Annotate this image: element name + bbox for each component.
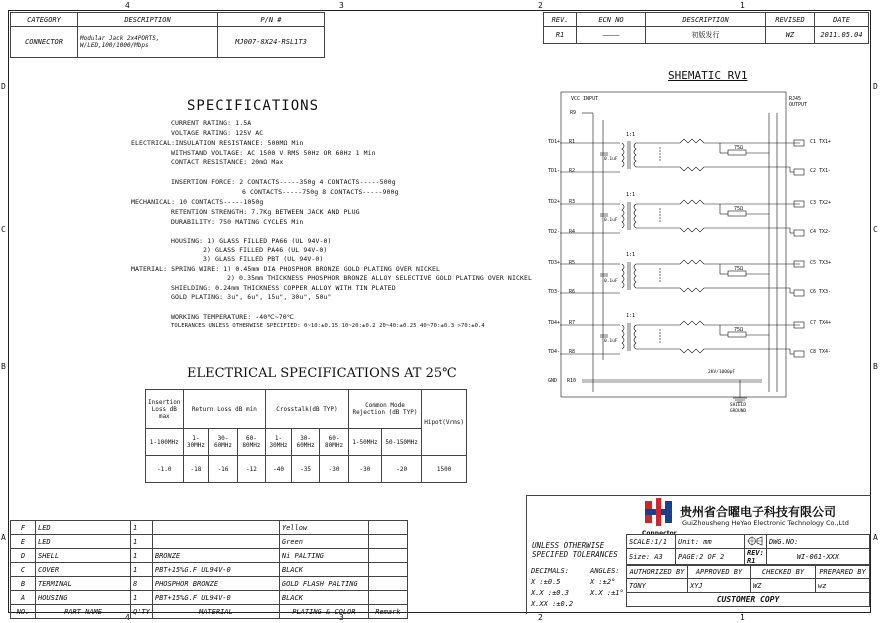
desc-label: DESCRIPTION <box>78 13 218 27</box>
bom-d-mat: BRONZE <box>152 549 279 563</box>
title-grid <box>626 534 870 566</box>
revision-table <box>543 12 869 44</box>
sch-rl-2: R3 <box>569 199 576 205</box>
revised-v: WZ <box>766 27 815 44</box>
sch-cap-3: 0.1uF <box>604 279 618 284</box>
elec-sub-4: 1-30MHz <box>266 429 292 456</box>
sch-r9: R9 <box>570 110 577 116</box>
spec-line-3: WITHSTAND VOLTAGE: AC 1500 V RMS 50Hz OR 60Hz 1 Min <box>171 149 376 157</box>
ruler-right-c: C <box>873 225 878 234</box>
sch-res-2: 75Ω <box>734 206 744 212</box>
spec-line-10: HOUSING: 1) GLASS FILLED PA66 (UL 94V-0) <box>171 237 332 245</box>
elec-val-8: -20 <box>382 456 422 483</box>
bom-h-part: PART NAME <box>36 605 131 619</box>
h-prep: PREPARED BY <box>816 565 870 579</box>
bom-c-mat: PBT+15%G.F UL94V-0 <box>152 563 279 577</box>
sch-left-0: TD1+ <box>548 139 561 145</box>
elec-val-4: -40 <box>266 456 292 483</box>
sch-right-6: C7 TX4+ <box>810 320 832 326</box>
bom-h-plating: PLATING & COLOR <box>279 605 368 619</box>
bom-table <box>10 520 408 619</box>
ruler-right-b: B <box>873 362 878 371</box>
sch-ratio-1: 1:1 <box>626 132 636 138</box>
sch-cap-1: 0.1uF <box>604 157 618 162</box>
sch-rj45: RJ45 OUTPUT <box>789 96 808 108</box>
bom-f-remark <box>368 521 407 535</box>
sch-left-5: TD3- <box>548 289 561 295</box>
spec-line-13: MATERIAL: SPRING WIRE: 1) 0.45mm DIA PHOSPHOR BRONZE GOLD PLATING OVER NICKEL <box>131 265 441 273</box>
desc-v: 初版发行 <box>646 27 766 44</box>
elec-val-3: -12 <box>237 456 265 483</box>
signoff-table <box>626 564 870 607</box>
ruler-top-1: 1 <box>740 1 745 10</box>
spec-line-5: INSERTION FORCE: 2 CONTACTS-----350g 4 CONTACTS-----500g <box>171 178 396 186</box>
company-logo <box>642 498 677 537</box>
spec-line-9: DURABILITY: 750 MATING CYCLES Min <box>171 218 304 226</box>
elec-sub-2: 30- 60MHz <box>209 429 237 456</box>
pn-label: P/N # <box>218 13 325 27</box>
bom-a-part: HOUSING <box>36 591 131 605</box>
sch-right-1: C2 TX1- <box>810 168 832 174</box>
spec-line-0: CURRENT RATING: 1.5A <box>171 119 252 127</box>
spec-line-11: 2) GLASS FILLED PA46 (UL 94V-0) <box>203 246 328 254</box>
tb-scale: SCALE:1/1 <box>627 535 676 549</box>
spec-line-6: 6 CONTACTS-----750g 8 CONTACTS-----900g <box>242 188 399 196</box>
tb-page: PAGE:2 OF 2 <box>676 549 745 566</box>
spec-line-1: VOLTAGE RATING: 125V AC <box>171 129 264 137</box>
elec-val-2: -16 <box>209 456 237 483</box>
sch-left-4: TD3+ <box>548 260 561 266</box>
sch-right-7: C8 TX4- <box>810 349 832 355</box>
ruler-left-c: C <box>1 225 6 234</box>
sch-left-3: TD2- <box>548 229 561 235</box>
sch-rl-1: R2 <box>569 168 576 174</box>
elec-sub-3: 60- 80MHz <box>237 429 265 456</box>
sch-ratio-3: 1:1 <box>626 252 636 258</box>
sch-hv: 2KV/1000pF <box>708 370 736 375</box>
sch-res-4: 75Ω <box>734 327 744 333</box>
revised-h: REVISED <box>766 13 815 27</box>
bom-d-part: SHELL <box>36 549 131 563</box>
spec-line-12: 3) GLASS FILLED PBT (UL 94V-0) <box>203 255 324 263</box>
elec-sub-5: 30- 60MHz <box>291 429 319 456</box>
bom-c-plating: BLACK <box>279 563 368 577</box>
rev-v: R1 <box>544 27 577 44</box>
elec-sub-8: 50-150MHz <box>382 429 422 456</box>
sch-left-7: TD4- <box>548 349 561 355</box>
elec-sub-1: 1-30MHz <box>183 429 209 456</box>
sch-shield: SHIELD GROUND <box>729 403 747 414</box>
ecn-h: ECN NO <box>577 13 646 27</box>
elec-val-6: -30 <box>320 456 348 483</box>
elec-h-cross: Crosstalk(dB TYP) <box>266 390 349 429</box>
sch-left-2: TD2+ <box>548 199 561 205</box>
spec-line-15: SHIELDING: 0.24mm THICKNESS COPPER ALLOY WITH TIN PLATED <box>171 284 396 292</box>
bom-c-remark <box>368 563 407 577</box>
bom-f-qty: 1 <box>131 521 153 535</box>
sch-rl-6: R7 <box>569 320 576 326</box>
bom-f-plating: Yellow <box>279 521 368 535</box>
h-chk: CHECKED BY <box>751 565 816 579</box>
spec-line-18: TOLERANCES UNLESS OTHERWISE SPECIFIED: 0~10:±0.15 10~20:±0.2 20~40:±0.25 40~70:±0.3 >70:±0.4 <box>171 323 485 329</box>
tb-a2: X.X :±1° <box>590 589 624 597</box>
elec-sub-7: 1-50MHz <box>348 429 381 456</box>
sch-ratio-2: 1:1 <box>626 192 636 198</box>
bom-d-no: D <box>11 549 36 563</box>
bom-a-remark <box>368 591 407 605</box>
tb-decimals: DECIMALS: <box>531 567 569 575</box>
bom-e-part: LED <box>36 535 131 549</box>
bom-h-no: NO. <box>11 605 36 619</box>
tb-dwg: WI-061-XXX <box>766 549 869 566</box>
sch-rl-3: R4 <box>569 229 576 235</box>
ruler-left-d: D <box>1 82 6 91</box>
bom-f-mat <box>152 521 279 535</box>
spec-line-14: 2) 0.35mm THICKNESS PHOSPHOR BRONZE ALLOY SELECTIVE GOLD PLATING OVER NICKEL <box>227 274 533 282</box>
bom-e-qty: 1 <box>131 535 153 549</box>
bom-b-qty: 8 <box>131 577 153 591</box>
bom-d-qty: 1 <box>131 549 153 563</box>
sch-rl-4: R5 <box>569 260 576 266</box>
elec-h-cm: Common Mode Rejection (dB TYP) <box>348 390 421 429</box>
elec-h-ins: Insertion Loss dB max <box>146 390 184 429</box>
cat-label: CATEGORY <box>11 13 78 27</box>
ruler-right-a: A <box>873 533 878 542</box>
sch-cap-4: 0.1uF <box>604 339 618 344</box>
ruler-right-d: D <box>873 82 878 91</box>
bom-h-mat: MATERIAL <box>152 605 279 619</box>
bom-c-qty: 1 <box>131 563 153 577</box>
desc-h: DESCRIPTION <box>646 13 766 27</box>
ruler-left-b: B <box>1 362 6 371</box>
schematic-title: SHEMATIC RV1 <box>668 69 748 82</box>
spec-line-7: MECHANICAL: 10 CONTACTS-----1050g <box>131 198 264 206</box>
projection-icon <box>745 535 767 549</box>
bom-a-plating: BLACK <box>279 591 368 605</box>
sch-left-1: TD1- <box>548 168 561 174</box>
spec-line-17: WORKING TEMPERATURE: -40℃~70℃ <box>171 313 295 321</box>
sch-right-3: C4 TX2- <box>810 229 832 235</box>
date-h: DATE <box>815 13 869 27</box>
v-appr: XYJ <box>688 579 751 593</box>
tb-d1: X :±0.5 <box>531 578 561 586</box>
rev-h: REV. <box>544 13 577 27</box>
company-cn: 贵州省合曜电子科技有限公司 <box>680 505 837 519</box>
sch-cap-2: 0.1uF <box>604 218 618 223</box>
bom-f-part: LED <box>36 521 131 535</box>
sch-right-2: C3 TX2+ <box>810 200 832 206</box>
desc-value: Modular Jack 2x4PORTS, W/LED,100/1000/Mbps <box>78 27 218 58</box>
logo-text: Connector <box>642 530 677 537</box>
bom-a-qty: 1 <box>131 591 153 605</box>
elec-val-9: 1500 <box>422 456 467 483</box>
sch-res-1: 75Ω <box>734 145 744 151</box>
tb-rev: REV: R1 <box>745 549 767 566</box>
bom-b-no: B <box>11 577 36 591</box>
sch-rl-5: R6 <box>569 289 576 295</box>
bom-b-plating: GOLD FLASH PALTING <box>279 577 368 591</box>
tb-d3: X.XX :±0.2 <box>531 600 574 608</box>
v-auth: TONY <box>627 579 688 593</box>
spec-line-2: ELECTRICAL:INSULATION RESISTANCE: 500MΩ Min <box>131 139 304 147</box>
sch-rl-7: R8 <box>569 349 576 355</box>
customer-copy: CUSTOMER COPY <box>627 593 870 607</box>
ecn-v: ———— <box>577 27 646 44</box>
elec-sub-0: 1-100MHz <box>146 429 184 456</box>
bom-d-remark <box>368 549 407 563</box>
ruler-bottom-4: 4 <box>125 613 130 622</box>
bom-f-no: F <box>11 521 36 535</box>
ruler-top-2: 2 <box>538 1 543 10</box>
bom-h-qty: Q'TY <box>131 605 153 619</box>
sch-res-3: 75Ω <box>734 266 744 272</box>
ruler-bottom-1: 1 <box>740 613 745 622</box>
elec-table <box>145 389 467 483</box>
sch-left-8: GND <box>548 378 558 384</box>
bom-h-remark: Remark <box>368 605 407 619</box>
bom-e-remark <box>368 535 407 549</box>
sch-right-0: C1 TX1+ <box>810 139 832 145</box>
ruler-top-3: 3 <box>339 1 344 10</box>
v-chk: WZ <box>751 579 816 593</box>
spec-line-16: GOLD PLATING: 3u", 6u", 15u", 30u", 50u" <box>171 293 332 301</box>
cat-value: CONNECTOR <box>11 27 78 58</box>
ruler-left-a: A <box>1 533 6 542</box>
elec-sub-6: 60- 80MHz <box>320 429 348 456</box>
spec-line-8: RETENTION STRENGTH: 7.7Kg BETWEEN JACK AND PLUG <box>171 208 360 216</box>
bom-d-plating: Ni PALTING <box>279 549 368 563</box>
ruler-bottom-3: 3 <box>339 613 344 622</box>
elec-h-ret: Return Loss dB min <box>183 390 266 429</box>
bom-a-mat: PBT+15%G.F UL94V-0 <box>152 591 279 605</box>
bom-e-no: E <box>11 535 36 549</box>
sch-vcc: VCC INPUT <box>571 96 599 102</box>
unless-tol: UNLESS OTHERWISE SPECIFED TOLERANCES <box>532 541 618 559</box>
spec-title: SPECIFICATIONS <box>187 98 320 114</box>
tb-size: Size: A3 <box>627 549 676 566</box>
elec-val-5: -35 <box>291 456 319 483</box>
h-auth: AUTHORIZED BY <box>627 565 688 579</box>
sch-ratio-4: 1:1 <box>626 313 636 319</box>
elec-val-0: -1.0 <box>146 456 184 483</box>
tb-a1: X :±2° <box>590 578 616 586</box>
bom-c-part: COVER <box>36 563 131 577</box>
bom-c-no: C <box>11 563 36 577</box>
tb-angles: ANGLES: <box>590 567 620 575</box>
pn-value: MJ007-8X24-RSL1T3 <box>218 27 325 58</box>
bom-e-mat <box>152 535 279 549</box>
sch-left-6: TD4+ <box>548 320 561 326</box>
bom-e-plating: Green <box>279 535 368 549</box>
elec-val-7: -30 <box>348 456 381 483</box>
bom-a-no: A <box>11 591 36 605</box>
sch-rl-0: R1 <box>569 139 576 145</box>
company-en: GuiZhousheng HeYao Electronic Technology Co.,Ltd <box>682 519 849 527</box>
tb-d2: X.X :±0.3 <box>531 589 569 597</box>
elec-h-hipot: Hipot(Vrms) <box>422 390 467 456</box>
elec-title: ELECTRICAL SPECIFICATIONS AT 25℃ <box>187 366 457 381</box>
ruler-top-4: 4 <box>125 1 130 10</box>
sch-right-5: C6 TX3- <box>810 289 832 295</box>
date-v: 2011.05.04 <box>815 27 869 44</box>
bom-b-remark <box>368 577 407 591</box>
sch-right-4: C5 TX3+ <box>810 260 832 266</box>
sch-rl-8: R10 <box>567 378 577 384</box>
bom-b-part: TERMINAL <box>36 577 131 591</box>
elec-val-1: -18 <box>183 456 209 483</box>
tb-dwgno: DWG.NO: <box>766 535 869 549</box>
tb-unit: Unit: mm <box>676 535 745 549</box>
h-appr: APPROVED BY <box>688 565 751 579</box>
ruler-bottom-2: 2 <box>538 613 543 622</box>
bom-b-mat: PHOSPHOR BRONZE <box>152 577 279 591</box>
v-prep: wz <box>816 579 870 593</box>
spec-line-4: CONTACT RESISTANCE: 20mΩ Max <box>171 158 284 166</box>
header-table <box>10 12 325 58</box>
